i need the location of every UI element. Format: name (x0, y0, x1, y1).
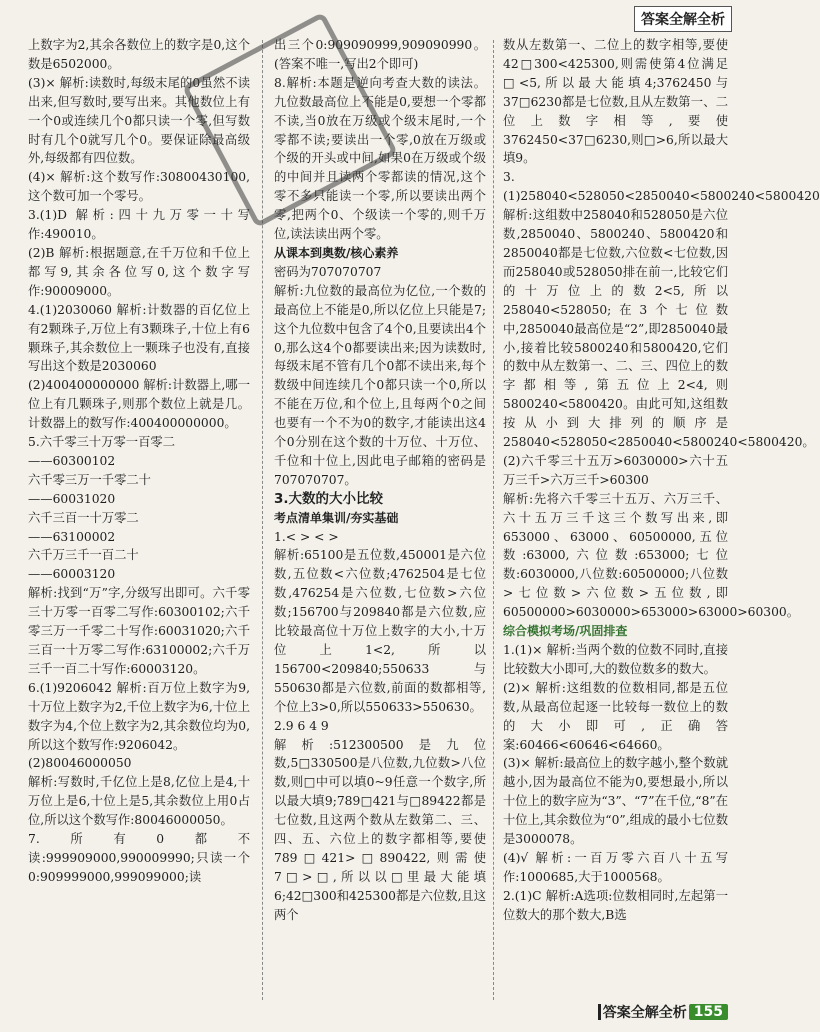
answer-paragraph: (2)400400000000 解析:计数器上,哪一位上有几颗珠子,则那个数位上就是几。计数器上的数写作:400400000000。 (28, 378, 250, 431)
answer-paragraph: (2)× 解析:这组数的位数相同,都是五位数,从最高位起逐一比较每一数位上的数的大小即可,正确答案:60466<60646<64660。 (503, 680, 728, 752)
answer-paragraph: 3.(1)258040<528050<2850040<5800240<5800420 (503, 170, 820, 204)
answer-paragraph: ——60031020 (28, 491, 116, 506)
answer-paragraph: (4)× 解析:这个数写作:30800430100,这个数可加一个零号。 (28, 170, 250, 204)
answer-paragraph: 解析:找到“万”字,分级写出即可。六千零三十万零一百零二写作:60300102;六千零三万一千零二十写作:60031020;六千三百一十万零二写作:63100002;六千万三千一百二十写作:60003120。 (28, 586, 250, 676)
answer-paragraph: 1.(1)× 解析:当两个数的位数不同时,直接比较数大小即可,大的数位数多的数大。 (503, 643, 728, 676)
answer-paragraph: 解析:九位数的最高位为亿位,一个数的最高位上不能是0,所以亿位上只能是7;这个九位数中包含了4个0,且要读出4个0,那么这4个0都要读出来;因为读数时,每级末尾不管有几个0都不读出来,每个数级中间连续几个0都只读一个0,所以不能在万位,和个位上,且每两个0之间也要有一个不为0的数字,才能读出这4个0分别在这个数的十万位、十万位、千位和十位上,因此电子邮箱的密码是707070707。 (274, 283, 486, 487)
answer-paragraph: 六千三百一十万零二 (28, 510, 139, 525)
answer-paragraph: 2.(1)C 解析:A选项:位数相同时,左起第一位数大的那个数大,B选 (503, 888, 728, 922)
section-heading: 3.大数的大小比较 (274, 490, 384, 507)
answer-paragraph: 解析:这组数中258040和528050是六位数,2850040、5800240、5800420和2850040都是七位数,六位数<七位数,因而258040或528050排在前一,比较它们的十万位上的数2<5,所以258040<528050;在3个七位数中,2850040最高位是“2”,即2850040最小,接着比较5800240和5800420,它们的数中从左数第一、二、三、四位上的数字都相等,第五位上2<4,则5800240<5800420。由此可知,这组数按从小到大排列的顺序是258040<528050<2850040<5800240<5800420。 (503, 208, 815, 450)
footer-bar (598, 1004, 601, 1020)
column-middle (274, 36, 486, 1004)
answer-paragraph: 7.所有0都不读:999909000,990009990;只读一个0:909999000,999099000;读 (28, 832, 250, 884)
column-divider (262, 40, 264, 1000)
answer-paragraph: 六千万三千一百二十 (28, 548, 139, 563)
section-subheading: 综合模拟考场/巩固排查 (503, 624, 628, 639)
answer-paragraph: 4.(1)2030060 解析:计数器的百亿位上有2颗珠子,万位上有3颗珠子,十位上有6颗珠子,其余数位上一颗珠子也没有,直接写出这个数是2030060 (28, 302, 250, 374)
header-answer-label: 答案全解全析 (634, 6, 732, 32)
column-divider (493, 40, 495, 1000)
column-right (503, 36, 820, 1004)
section-subheading: 从课本到奥数/核心素养 (274, 245, 399, 260)
page-footer (598, 1002, 728, 1022)
page-number: 155 (689, 1004, 728, 1020)
answer-paragraph: ——60003120 (28, 567, 116, 582)
answer-paragraph: (3)× 解析:最高位上的数字越小,整个数就越小,因为最高位不能为0,要想最小,所以十位上的数字应为“3”、“7”在千位,“8”在十位上,其余数位为“0”,组成的最小七位数是3000078。 (503, 756, 728, 847)
answer-paragraph: 解析:512300500是九位数,5□330500是八位数,九位数>八位数,则□中可以填0~9任意一个数字,所以最大填9;789□421与□89422都是七位数,且这两个数从左数第二、三、四、五、六位上的数字都相等,要使789□421>□890422,则需使7□>□,所以以□里最大能填6;42□300和425300都是六位数,且这两个 (274, 737, 486, 922)
answer-paragraph: (3)× 解析:读数时,每级末尾的0虽然不读出来,但写数时,要写出来。其他数位上有一个0或连续几个0都只读一个零,但写数时有几个0就写几个0。要保证除最高级外,每级都有四位数。 (28, 75, 250, 166)
answer-paragraph: 解析:先将六千零三十五万、六万三千、六十五万三千这三个数写出来,即653000、63000、60500000,五位数:63000,六位数:653000;七位数:6030000,八位数:60500000;八位数>七位数>六位数>五位数,即60500000>6030000>653000>63000>60300。 (503, 491, 800, 620)
answer-paragraph: (4)√ 解析:一百万零六百八十五写作:1000685,大于1000568。 (503, 850, 728, 884)
answer-paragraph: (2)B 解析:根据题意,在千万位和千位上都写9,其余各位写0,这个数字写作:90009000。 (28, 245, 250, 298)
answer-paragraph: 1.< > < > (274, 529, 339, 544)
answer-paragraph: 8.解析:本题是逆向考查大数的读法。九位数最高位上不能是0,要想一个零都不读,当0放在万级或个级末尾时,一个零都不读;要读出一个零,0放在万级或个级的开头或中间,如果0在万级或个级的中间并且读两个零都读的情况,这个零不多只能读一个零,所以要读出两个零,把两个0、个级读一个零的,则千万位,读法读出两个零。 (274, 75, 486, 242)
answer-paragraph: 2.9 6 4 9 (274, 718, 329, 733)
answer-paragraph: 解析:写数时,千亿位上是8,亿位上是4,十万位上是6,十位上是5,其余数位上用0占位,所以这个数写作:80046000050。 (28, 775, 250, 828)
answer-paragraph: (2)80046000050 (28, 756, 132, 771)
answer-paragraph: 出三个0:909090999,909090990。(答案不唯一,写出2个即可) (274, 38, 486, 71)
column-left (28, 36, 250, 1004)
footer-label: 答案全解全析 (602, 1005, 687, 1021)
answer-paragraph: ——60300102 (28, 453, 116, 468)
section-subheading: 考点清单集训/夯实基础 (274, 510, 399, 525)
answer-paragraph: 3.(1)D 解析:四十九万零一十写作:490010。 (28, 208, 250, 242)
answer-paragraph: 密码为707070707 (274, 264, 382, 279)
answer-paragraph: 解析:65100是五位数,450001是六位数,五位数<六位数;4762504是七位数,476254是六位数,七位数>六位数;156700与209840都是六位数,应比较最高位十万位上数字的大小,十万位上1<2,所以156700<209840;550633与550630都是六位数,前面的数都相等,个位上3>0,所以550633>550630。 (274, 548, 486, 714)
answer-paragraph: ——63100002 (28, 529, 116, 544)
answer-paragraph: 5.六千零三十万零一百零二 (28, 435, 175, 450)
answer-paragraph: (2)六千零三十五万>6030000>六十五万三千>六万三千>60300 (503, 453, 728, 487)
answer-paragraph: 6.(1)9206042 解析:百万位上数字为9,十万位上数字为2,千位上数字为6,十位上数字为4,个位上数字为2,其余数位均为0,所以这个数写作:9206042。 (28, 680, 250, 752)
answer-paragraph: 数从左数第一、二位上的数字相等,要使42□300<425300,则需使第4位满足□<5,所以最大能填4;3762450与37□6230都是七位数,且从左数第一、二位上数字相等,要使3762450<37□6230,则□>6,所以最大填9。 (503, 38, 728, 166)
answer-paragraph: 六千零三万一千零二十 (28, 472, 151, 487)
answer-paragraph: 上数字为2,其余各数位上的数字是0,这个数是6502000。 (28, 38, 250, 71)
